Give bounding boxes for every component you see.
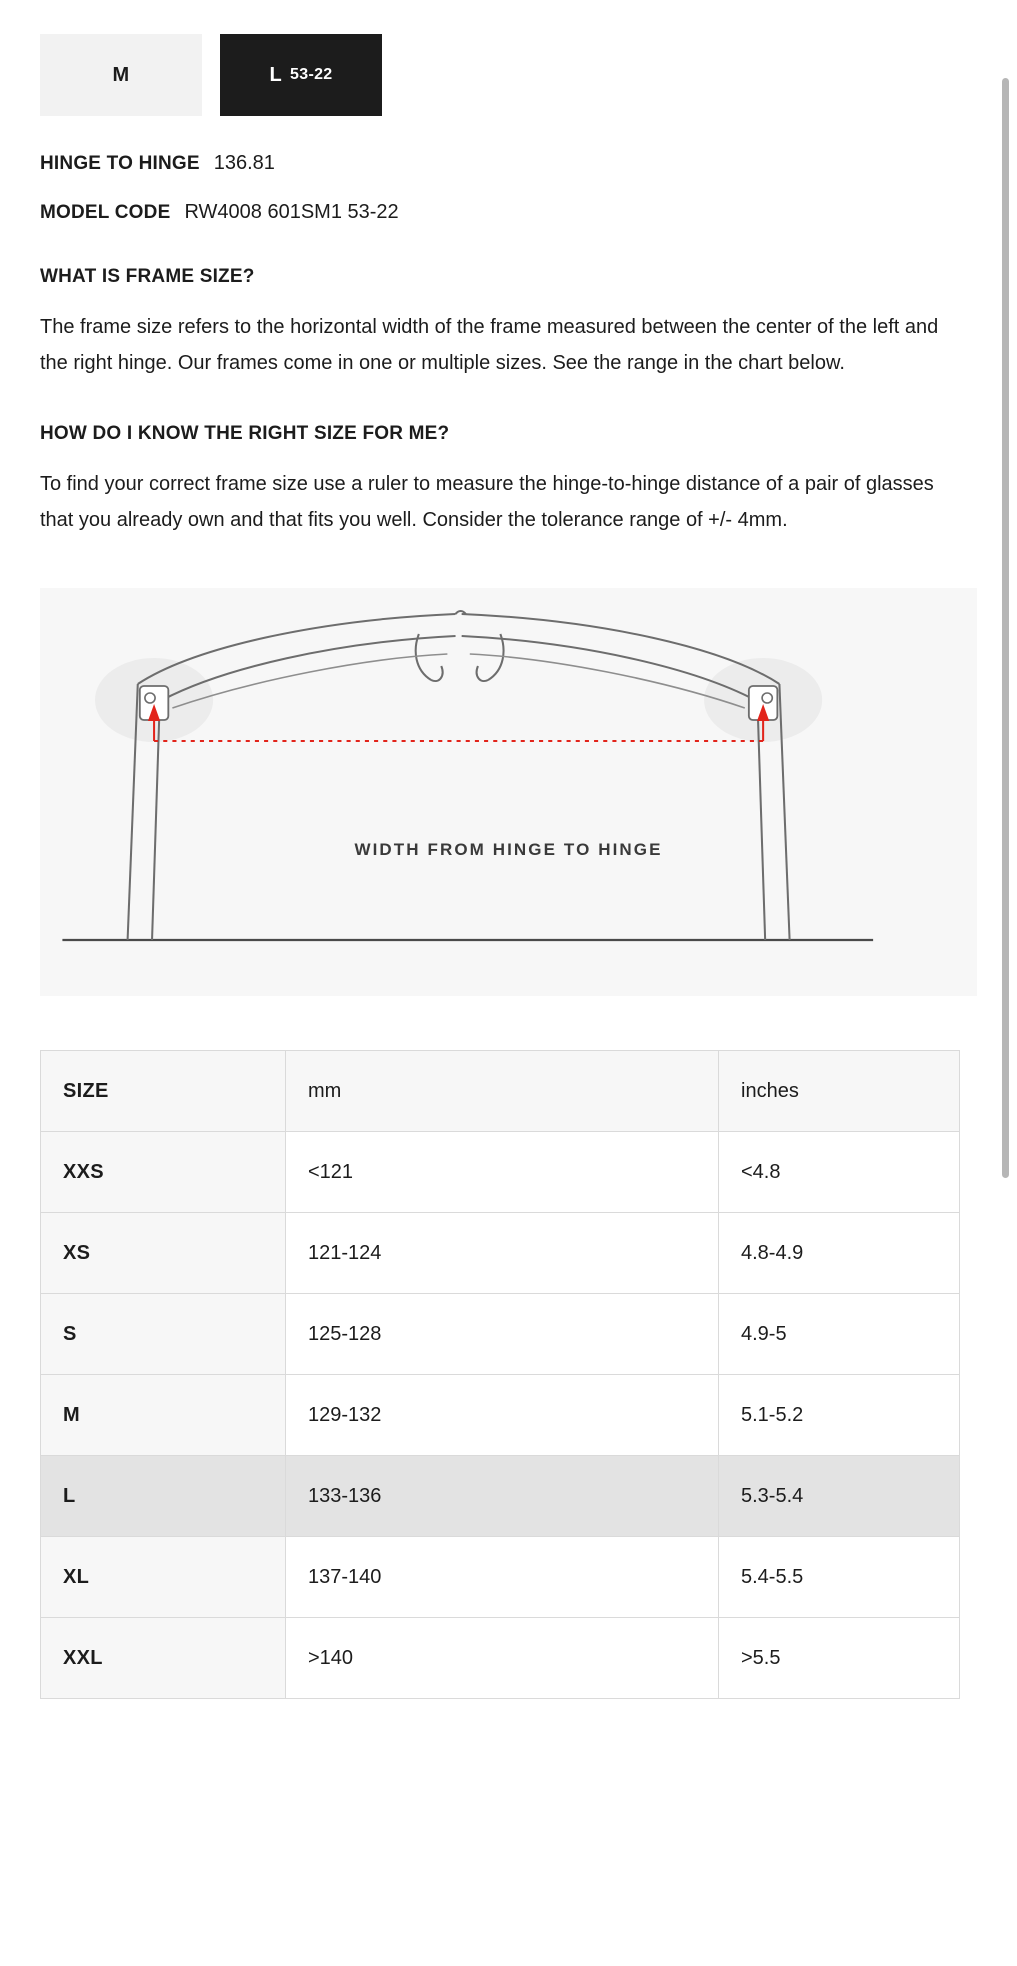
- cell-mm: <121: [286, 1132, 719, 1213]
- spec-value: 136.81: [213, 152, 275, 174]
- spec-list: [40, 152, 977, 224]
- cell-inches: 5.4-5.5: [719, 1537, 960, 1618]
- cell-size: M: [41, 1375, 286, 1456]
- table-row: [41, 1294, 960, 1375]
- info-body: The frame size refers to the horizontal width of the frame measured between the center of the left and the right hinge. Our frames come in one or multiple sizes. See the range in the chart below.: [40, 316, 939, 374]
- info-block-right-size: [40, 423, 977, 538]
- page-scrollbar-track[interactable]: [1003, 0, 1013, 1966]
- spec-row-model-code: [40, 201, 977, 224]
- cell-mm: 137-140: [286, 1537, 719, 1618]
- cell-inches: <4.8: [719, 1132, 960, 1213]
- page-scrollbar-thumb[interactable]: [1002, 78, 1009, 1178]
- table-head: [41, 1051, 960, 1132]
- info-block-frame-size: [40, 266, 977, 381]
- cell-mm: 129-132: [286, 1375, 719, 1456]
- table-row: [41, 1537, 960, 1618]
- size-option-m[interactable]: [40, 34, 202, 116]
- cell-size: L: [41, 1456, 286, 1537]
- size-option-sublabel: 53-22: [290, 66, 333, 83]
- cell-inches: 5.3-5.4: [719, 1456, 960, 1537]
- column-header-size: SIZE: [41, 1051, 286, 1132]
- table-row-selected: [41, 1456, 960, 1537]
- table-header-row: [41, 1051, 960, 1132]
- cell-size: XXL: [41, 1618, 286, 1699]
- cell-mm: 133-136: [286, 1456, 719, 1537]
- cell-size: XL: [41, 1537, 286, 1618]
- column-header-inches: inches: [719, 1051, 960, 1132]
- table-row: [41, 1618, 960, 1699]
- cell-inches: 5.1-5.2: [719, 1375, 960, 1456]
- info-heading: WHAT IS FRAME SIZE?: [40, 266, 255, 287]
- cell-inches: 4.8-4.9: [719, 1213, 960, 1294]
- size-selector: [40, 0, 977, 116]
- cell-inches: 4.9-5: [719, 1294, 960, 1375]
- size-option-label: M: [112, 63, 130, 86]
- info-heading: HOW DO I KNOW THE RIGHT SIZE FOR ME?: [40, 423, 450, 445]
- table-row: [41, 1375, 960, 1456]
- cell-mm: 121-124: [286, 1213, 719, 1294]
- size-option-label: L: [269, 63, 283, 86]
- hinge-to-hinge-diagram: [40, 588, 977, 996]
- spec-row-hinge-to-hinge: [40, 152, 977, 175]
- info-body: To find your correct frame size use a ruler to measure the hinge-to-hinge distance of a pair of glasses that you already own and that fits you well. Consider the tolerance range of +/- 4mm.: [40, 473, 934, 531]
- cell-size: XS: [41, 1213, 286, 1294]
- diagram-caption: WIDTH FROM HINGE TO HINGE: [354, 840, 663, 860]
- cell-mm: >140: [286, 1618, 719, 1699]
- cell-size: XXS: [41, 1132, 286, 1213]
- cell-mm: 125-128: [286, 1294, 719, 1375]
- table-row: [41, 1132, 960, 1213]
- spec-label: HINGE TO HINGE: [40, 153, 200, 174]
- cell-inches: >5.5: [719, 1618, 960, 1699]
- size-chart-table: [40, 1050, 960, 1699]
- size-option-l[interactable]: [220, 34, 382, 116]
- table-row: [41, 1213, 960, 1294]
- cell-size: S: [41, 1294, 286, 1375]
- spec-value: RW4008 601SM1 53-22: [184, 201, 399, 223]
- column-header-mm: mm: [286, 1051, 719, 1132]
- spec-label: MODEL CODE: [40, 202, 171, 223]
- table-body: [41, 1132, 960, 1699]
- glasses-illustration: [40, 588, 977, 996]
